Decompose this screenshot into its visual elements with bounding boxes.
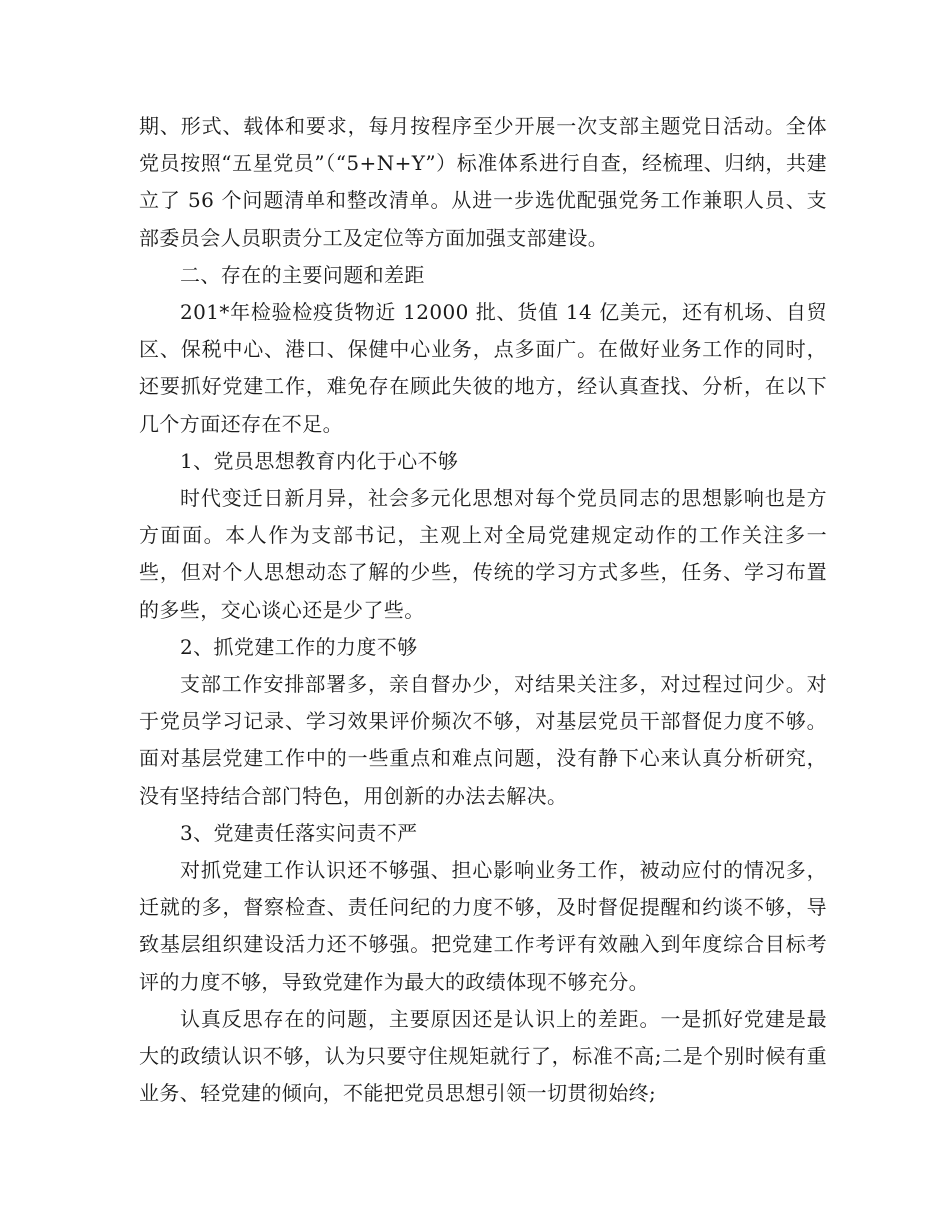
paragraph-accountability: 对抓党建工作认识还不够强、担心影响业务工作，被动应付的情况多，迁就的多，督察检查、责任问纪的力度不够，及时督促提醒和约谈不够，导致基层组织建设活力还不够强。把党建工作考评有效融入到年度综合目标考评的力度不够，导致党建作为最大的政绩体现不够充分。	[139, 858, 827, 994]
paragraph-root-cause-reflection: 认真反思存在的问题，主要原因还是认识上的差距。一是抓好党建是最大的政绩认识不够，认为只要守住规矩就行了，标准不高;二是个别时候有重业务、轻党建的倾向，不能把党员思想引领一切贯彻始终;	[139, 1006, 827, 1106]
subheading-ideological-education: 1、党员思想教育内化于心不够	[180, 448, 459, 473]
subheading-accountability: 3、党建责任落实问责不严	[180, 820, 418, 845]
subheading-party-building-strength: 2、抓党建工作的力度不够	[180, 634, 418, 659]
paragraph-ideological-education: 时代变迁日新月异，社会多元化思想对每个党员同志的思想影响也是方方面面。本人作为支部书记，主观上对全局党建规定动作的工作关注多一些，但对个人思想动态了解的少些，传统的学习方式多些，任务、学习布置的多些，交心谈心还是少了些。	[139, 486, 827, 622]
paragraph-party-day-activities: 期、形式、载体和要求，每月按程序至少开展一次支部主题党日活动。全体党员按照“五星党员”（“5+N+Y”）标准体系进行自查，经梳理、归纳，共建立了 56 个问题清单和整改清单。从进一步选优配强党务工作兼职人员、支部委员会人员职责分工及定位等方面加强支部建设。	[139, 114, 827, 250]
document-page	[139, 108, 827, 1112]
paragraph-inspection-overview: 201*年检验检疫货物近 12000 批、货值 14 亿美元，还有机场、自贸区、保税中心、港口、保健中心业务，点多面广。在做好业务工作的同时，还要抓好党建工作，难免存在顾此失彼的地方，经认真查找、分析，在以下几个方面还存在不足。	[139, 300, 827, 436]
paragraph-party-building-strength: 支部工作安排部署多，亲自督办少，对结果关注多，对过程过问少。对于党员学习记录、学习效果评价频次不够，对基层党员干部督促力度不够。面对基层党建工作中的一些重点和难点问题，没有静下心来认真分析研究，没有坚持结合部门特色，用创新的办法去解决。	[139, 672, 827, 808]
section-heading-main-problems: 二、存在的主要问题和差距	[180, 262, 425, 287]
